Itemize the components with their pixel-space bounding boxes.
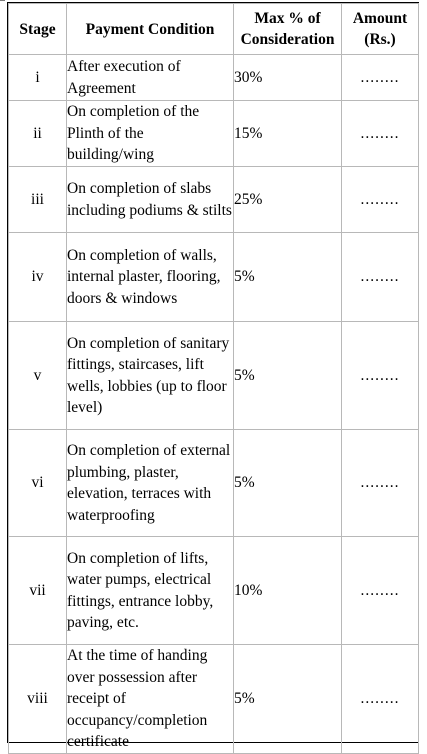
- header-max-percent: Max % of Consideration: [234, 4, 342, 55]
- condition-cell: On completion of sanitary fittings, staircases, lift wells, lobbies (up to floor level): [67, 322, 234, 430]
- condition-cell: On completion of walls, internal plaster, flooring, doors & windows: [67, 233, 234, 322]
- condition-cell: On completion of slabs including podiums & stilts: [67, 167, 234, 233]
- corner-mark: [0, 0, 5, 3]
- condition-cell: After execution of Agreement: [67, 55, 234, 101]
- table-row: [9, 101, 419, 167]
- amount-cell: ........: [342, 55, 419, 101]
- condition-cell: On completion of lifts, water pumps, electrical fittings, entrance lobby, paving, etc.: [67, 537, 234, 645]
- percent-cell: 5%: [234, 645, 342, 754]
- table-row: [9, 167, 419, 233]
- table-row: [9, 233, 419, 322]
- amount-cell: ........: [342, 537, 419, 645]
- stage-cell: ii: [9, 101, 67, 167]
- amount-cell: ........: [342, 430, 419, 537]
- amount-cell: ........: [342, 645, 419, 754]
- header-row: [9, 4, 419, 55]
- stage-cell: iv: [9, 233, 67, 322]
- percent-cell: 5%: [234, 430, 342, 537]
- table-row: [9, 430, 419, 537]
- percent-cell: 10%: [234, 537, 342, 645]
- percent-cell: 15%: [234, 101, 342, 167]
- table-row: [9, 322, 419, 430]
- stage-cell: vii: [9, 537, 67, 645]
- percent-cell: 30%: [234, 55, 342, 101]
- table-row: [9, 645, 419, 754]
- amount-cell: ........: [342, 233, 419, 322]
- amount-cell: ........: [342, 167, 419, 233]
- amount-cell: ........: [342, 101, 419, 167]
- condition-cell: At the time of handing over possession after receipt of occupancy/completion certificate: [67, 645, 234, 754]
- percent-cell: 5%: [234, 233, 342, 322]
- stage-cell: vi: [9, 430, 67, 537]
- header-payment-condition: Payment Condition: [67, 4, 234, 55]
- percent-cell: 5%: [234, 322, 342, 430]
- stage-cell: i: [9, 55, 67, 101]
- stage-cell: iii: [9, 167, 67, 233]
- condition-cell: On completion of the Plinth of the building/wing: [67, 101, 234, 167]
- amount-cell: ........: [342, 322, 419, 430]
- table-row: [9, 537, 419, 645]
- header-stage: Stage: [9, 4, 67, 55]
- header-amount: Amount (Rs.): [342, 4, 419, 55]
- stage-cell: viii: [9, 645, 67, 754]
- table-row: [9, 55, 419, 101]
- condition-cell: On completion of external plumbing, plaster, elevation, terraces with waterproofing: [67, 430, 234, 537]
- percent-cell: 25%: [234, 167, 342, 233]
- stage-cell: v: [9, 322, 67, 430]
- payment-schedule-table: [8, 3, 419, 754]
